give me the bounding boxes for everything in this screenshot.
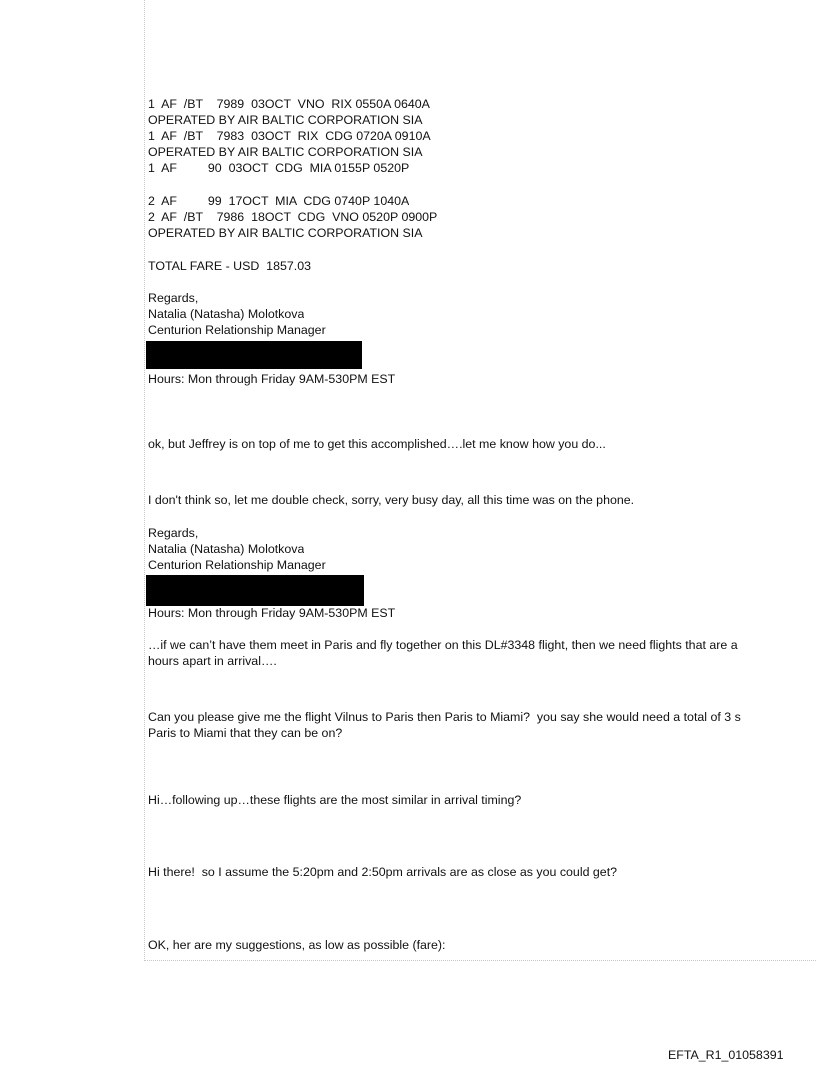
signature-regards: Regards, [148,291,199,305]
redaction-box [146,575,364,606]
itinerary-line-2: OPERATED BY AIR BALTIC CORPORATION SIA [148,113,423,127]
signature-name: Natalia (Natasha) Molotkova [148,542,305,556]
signature-title: Centurion Relationship Manager [148,323,326,337]
message-jeffrey: ok, but Jeffrey is on top of me to get this accomplished….let me know how you do... [148,437,606,451]
message-double-check: I don't think so, let me double check, sorry, very busy day, all this time was on the phone. [148,493,635,507]
itinerary-line-8: OPERATED BY AIR BALTIC CORPORATION SIA [148,226,423,240]
itinerary-line-4: OPERATED BY AIR BALTIC CORPORATION SIA [148,145,423,159]
signature-hours: Hours: Mon through Friday 9AM-530PM EST [148,372,396,386]
total-fare: TOTAL FARE - USD 1857.03 [148,259,311,273]
itinerary-line-5: 1 AF 90 03OCT CDG MIA 0155P 0520P [148,161,410,175]
document-id: EFTA_R1_01058391 [668,1048,784,1062]
itinerary-line-6: 2 AF 99 17OCT MIA CDG 0740P 1040A [148,194,410,208]
message-following-up: Hi…following up…these flights are the most similar in arrival timing? [148,793,522,807]
email-thread-body [144,0,816,961]
itinerary-line-1: 1 AF /BT 7989 03OCT VNO RIX 0550A 0640A [148,97,430,111]
redaction-box [146,341,362,369]
message-suggestions: OK, her are my suggestions, as low as possible (fare): [148,938,446,952]
signature-regards: Regards, [148,526,199,540]
message-vilnius-line-2: Paris to Miami that they can be on? [148,726,343,740]
itinerary-line-7: 2 AF /BT 7986 18OCT CDG VNO 0520P 0900P [148,210,438,224]
message-vilnius-line-1: Can you please give me the flight Vilnus to Paris then Paris to Miami? you say she would need a total of 3 s [148,710,741,724]
message-paris-line-2: hours apart in arrival…. [148,654,277,668]
message-paris-line-1: …if we can’t have them meet in Paris and fly together on this DL#3348 flight, then we need flights that are a [148,638,738,652]
itinerary-line-3: 1 AF /BT 7983 03OCT RIX CDG 0720A 0910A [148,129,431,143]
signature-name: Natalia (Natasha) Molotkova [148,307,305,321]
signature-title: Centurion Relationship Manager [148,558,326,572]
signature-hours: Hours: Mon through Friday 9AM-530PM EST [148,606,396,620]
message-assume: Hi there! so I assume the 5:20pm and 2:50pm arrivals are as close as you could get? [148,865,618,879]
